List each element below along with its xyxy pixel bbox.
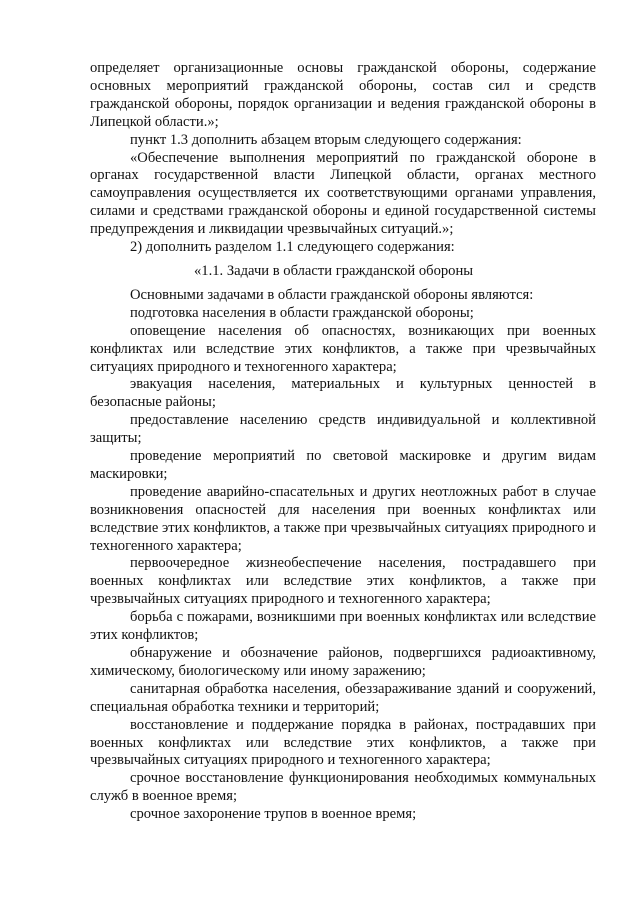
list-item-task: оповещение населения об опасностях, возникающих при военных конфликтах или вследствие этих конфликтов, а также при чрезвычайных ситуациях природного и техногенного характера;	[90, 322, 596, 375]
list-item-task: борьба с пожарами, возникшими при военных конфликтах или вследствие этих конфликтов;	[90, 609, 596, 644]
list-item-task: проведение мероприятий по световой маскировке и другим видам маскировки;	[90, 448, 596, 482]
list-item-task: предоставление населению средств индивидуальной и коллективной защиты;	[90, 412, 596, 447]
list-item-task: санитарная обработка населения, обеззараживание зданий и сооружений, специальная обработка техники и территорий;	[90, 680, 596, 715]
paragraph-amendment-1-3: пункт 1.3 дополнить абзацем вторым следующего содержания:	[130, 131, 522, 148]
section-heading: «1.1. Задачи в области гражданской обороны	[194, 262, 474, 279]
list-item-task: срочное захоронение трупов в военное время;	[130, 806, 417, 823]
list-item-task: срочное восстановление функционирования необходимых коммунальных служб в военное время;	[90, 770, 596, 805]
paragraph-intro-continuation: определяет организационные основы гражданской обороны, содержание основных мероприятий гражданской обороны, состав сил и средств гражданской обороны, порядок организации и ведения гражданской обороны в Липецкой области.»;	[90, 60, 596, 130]
list-item-task: проведение аварийно-спасательных и других неотложных работ в случае возникновения опасностей для населения при военных конфликтах или вследствие этих конфликтов, а также при чрезвычайных ситуациях природного и техногенного характера;	[90, 483, 596, 554]
list-item-task: первоочередное жизнеобеспечение населения, пострадавшего при военных конфликтах или вследствие этих конфликтов, а также при чрезвычайных ситуациях природного и техногенного характера;	[90, 555, 596, 608]
paragraph-amendment-section: 2) дополнить разделом 1.1 следующего содержания:	[130, 239, 455, 256]
list-item-task: обнаружение и обозначение районов, подвергшихся радиоактивному, химическому, биологическому или иному заражению;	[90, 645, 596, 679]
document-page	[90, 60, 596, 824]
list-item-task: восстановление и поддержание порядка в районах, пострадавших при военных конфликтах или вследствие этих конфликтов, а также при чрезвычайных ситуациях природного и техногенного характера;	[90, 716, 596, 769]
paragraph-tasks-intro: Основными задачами в области гражданской обороны являются:	[130, 286, 534, 303]
paragraph-quote-provision: «Обеспечение выполнения мероприятий по гражданской обороне в органах государственной власти Липецкой области, органах местного самоуправления осуществляется их соответствующими органами управления, силами и средствами гражданской обороны и единой государственной системы предупреждения и ликвидации чрезвычайных ситуаций.»;	[90, 149, 596, 238]
list-item-task: эвакуация населения, материальных и культурных ценностей в безопасные районы;	[90, 376, 596, 411]
list-item-task: подготовка населения в области гражданской обороны;	[130, 304, 474, 321]
